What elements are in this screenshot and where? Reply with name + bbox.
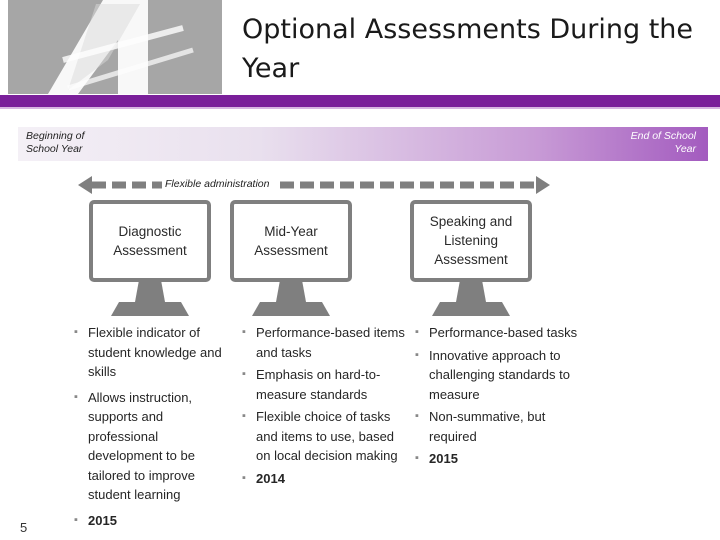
assessment-label: Speaking and Listening Assessment <box>429 214 513 267</box>
assessment-label: Mid-Year Assessment <box>254 224 328 258</box>
monitor-mid-year <box>230 200 352 318</box>
diagnostic-bullets <box>74 323 224 536</box>
arrow-label: Flexible administration <box>165 178 270 190</box>
list-item: ▪ Non-summative, but required <box>415 407 593 446</box>
list-item: ▪ Performance-based items and tasks <box>242 323 412 362</box>
page-number: 5 <box>20 520 28 535</box>
mid-year-bullets <box>242 323 412 491</box>
double-arrow-icon <box>78 175 550 197</box>
list-item: ▪ Innovative approach to challenging standards to measure <box>415 346 593 405</box>
timeline-start-label: Beginning of School Year <box>26 130 85 155</box>
list-item: ▪ Flexible indicator of student knowledge and skills <box>74 323 224 382</box>
list-item: ▪ 2015 <box>74 511 224 531</box>
logo <box>8 0 222 94</box>
timeline-bar <box>18 127 708 161</box>
a-logo-icon <box>8 0 222 94</box>
list-item: ▪ 2015 <box>415 449 593 469</box>
assessment-label: Diagnostic Assessment <box>113 224 187 258</box>
header-subdivider <box>0 107 720 109</box>
list-item: ▪ Emphasis on hard-to-measure standards <box>242 365 412 404</box>
monitor-diagnostic <box>89 200 211 318</box>
list-item: ▪ 2014 <box>242 469 412 489</box>
list-item: ▪ Flexible choice of tasks and items to use, based on local decision making <box>242 407 412 466</box>
list-item: ▪ Performance-based tasks <box>415 323 593 343</box>
speaking-listening-bullets <box>415 323 593 472</box>
list-item: ▪ Allows instruction, supports and professional development to be tailored to improve student learning <box>74 388 224 505</box>
page-title: Optional Assessments During the Year <box>242 14 693 84</box>
timeline-end-label: End of School Year <box>630 130 696 155</box>
monitor-speaking-listening <box>410 200 532 318</box>
header-divider <box>0 95 720 107</box>
